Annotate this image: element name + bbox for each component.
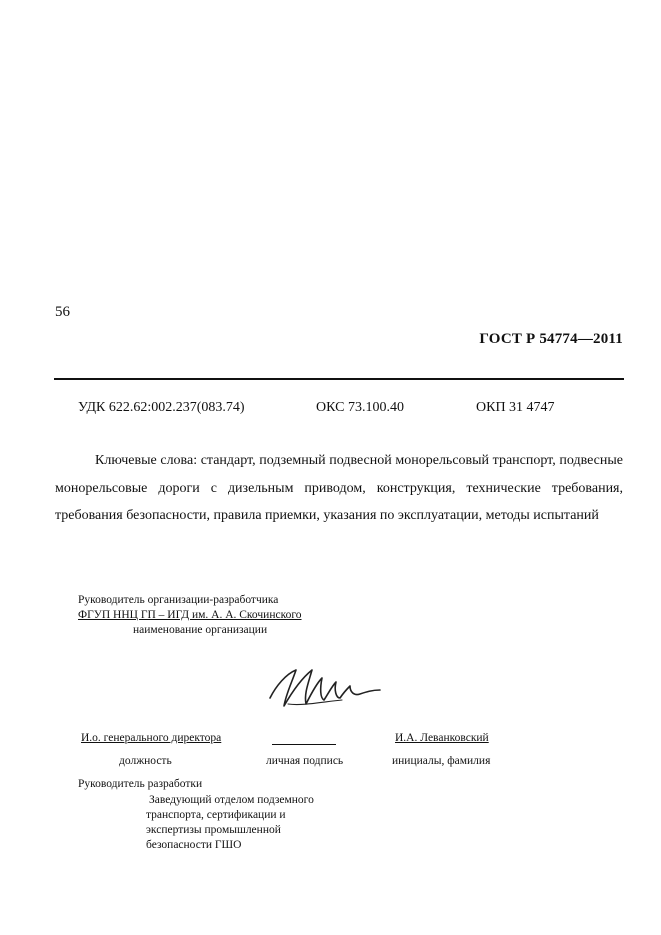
oks-code: ОКС 73.100.40 (316, 400, 404, 415)
organization-caption: наименование организации (133, 624, 268, 636)
okp-code: ОКП 31 4747 (476, 400, 555, 415)
director-position: И.о. генерального директора (81, 732, 222, 744)
lead-department-line: экспертизы промышленной (146, 824, 281, 836)
lead-department-line: безопасности ГШО (146, 839, 242, 851)
page-number: 56 (55, 304, 70, 320)
developer-role: Руководитель организации-разработчика (78, 594, 279, 606)
lead-role: Руководитель разработки (78, 778, 203, 790)
director-name: И.А. Леванковский (395, 732, 489, 744)
developer-organization: ФГУП ННЦ ГП – ИГД им. А. А. Скочинского (78, 609, 302, 621)
signature-caption: личная подпись (266, 755, 344, 767)
handwritten-signature (262, 660, 387, 715)
header-divider (54, 378, 624, 380)
name-caption: инициалы, фамилия (392, 755, 491, 767)
signature-line (272, 744, 336, 745)
lead-department-line: транспорта, сертификации и (146, 809, 286, 821)
position-caption: должность (119, 755, 172, 767)
lead-department-line: Заведующий отделом подземного (149, 794, 314, 806)
keywords-paragraph: Ключевые слова: стандарт, подземный подвесной монорельсовый транспорт, подвесные монорельсовые дороги с дизельным приводом, конструкция, технические требования, требования безопасности, правила приемки, указания по эксплуатации, методы испытаний (55, 453, 623, 523)
udk-code: УДК 622.62:002.237(083.74) (78, 400, 245, 415)
standard-code: ГОСТ Р 54774—2011 (479, 331, 623, 347)
